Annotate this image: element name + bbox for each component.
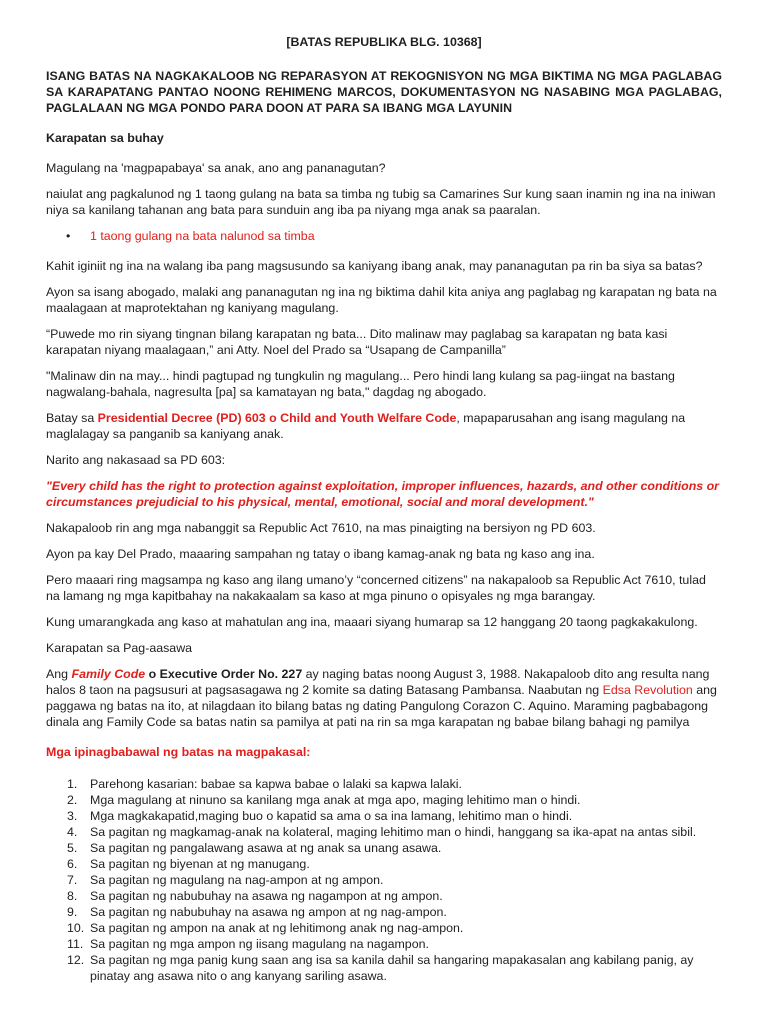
paragraph: "Malinaw din na may... hindi pagtupad ng tungkulin ng magulang... Pero hindi lang kulang sa pag-iingat na bastang nagwalang-bahala, nagresulta [pa] sa kamatayan ng bata," dagdag ng abogado. <box>46 369 675 399</box>
document-title: [BATAS REPUBLIKA BLG. 10368] <box>286 35 482 49</box>
prohibited-marriages-heading: Mga ipinagbabawal ng batas na magpakasal: <box>46 745 311 759</box>
prohibited-marriages-list <box>46 776 722 984</box>
list-item <box>67 904 722 920</box>
list-number: 12. <box>67 953 85 967</box>
bullet-list <box>46 228 722 244</box>
list-number: 3. <box>67 809 78 823</box>
list-number: 11. <box>67 937 84 951</box>
paragraph: Magulang na 'magpapabaya' sa anak, ano ang pananagutan? <box>46 161 386 175</box>
list-text: Sa pagitan ng magkamag-anak na kolateral, maging lehitimo man o hindi, hanggang sa ika-apat na antas sibil. <box>90 825 697 839</box>
list-item <box>67 824 722 840</box>
paragraph: Nakapaloob rin ang mga nabanggit sa Republic Act 7610, na mas pinaigting na bersiyon ng PD 603. <box>46 521 596 535</box>
list-text: Parehong kasarian: babae sa kapwa babae o lalaki sa kapwa lalaki. <box>90 777 462 791</box>
text-segment: o <box>145 667 160 681</box>
paragraph-family-code <box>46 666 722 730</box>
list-text: Mga magkakapatid,maging buo o kapatid sa ama o sa ina lamang, lehitimo man o hindi. <box>90 809 573 823</box>
law-heading: ISANG BATAS NA NAGKAKALOOB NG REPARASYON AT REKOGNISYON NG MGA BIKTIMA NG MGA PAGLABAG SA KARAPATANG PANTAO NOONG REHIMENG MARCOS, DOKUMENTASYON NG NASABING MGA PAGLABAG, PAGLALAAN NG MGA PONDO PARA DOON AT PARA SA IBANG MGA LAYUNIN <box>46 69 722 115</box>
paragraph: naiulat ang pagkalunod ng 1 taong gulang na bata sa timba ng tubig sa Camarines Sur kung saan inamin ng ina na iniwan niya sa kanilang tahanan ang bata para sunduin ang iba pa niyang mga anak sa paaralan. <box>46 187 716 217</box>
list-number: 10. <box>67 921 85 935</box>
list-item <box>67 840 722 856</box>
list-text: Sa pagitan ng biyenan at ng manugang. <box>90 857 310 871</box>
list-number: 1. <box>67 777 78 791</box>
paragraph: Pero maaari ring magsampa ng kaso ang ilang umano’y “concerned citizens” na nakapaloob sa Republic Act 7610, tulad na lamang ng mga kapitbahay na nakakaalam sa kaso at mga pinuno o opisyales ng mga barangay. <box>46 573 706 603</box>
family-code-link[interactable]: Family Code <box>71 667 146 681</box>
list-text: Sa pagitan ng magulang na nag-ampon at ng ampon. <box>90 873 384 887</box>
list-text: Sa pagitan ng pangalawang asawa at ng anak sa unang asawa. <box>90 841 442 855</box>
list-text: Sa pagitan ng ampon na anak at ng lehitimong anak ng nag-ampon. <box>90 921 464 935</box>
executive-order-text: Executive Order No. 227 <box>159 667 303 681</box>
list-number: 7. <box>67 873 78 887</box>
list-text: Sa pagitan ng mga ampon ng iisang magulang na nagampon. <box>90 937 429 951</box>
list-item <box>67 856 722 872</box>
text-segment: Batay sa <box>46 411 98 425</box>
list-item <box>67 888 722 904</box>
list-text: Sa pagitan ng nabubuhay na asawa ng ampon at ng nag-ampon. <box>90 905 447 919</box>
section-heading-marriage: Karapatan sa Pag-aasawa <box>46 641 193 655</box>
paragraph: Ayon pa kay Del Prado, maaaring sampahan ng tatay o ibang kamag-anak ng bata ng kaso ang ina. <box>46 547 595 561</box>
paragraph-pd603 <box>46 410 722 442</box>
paragraph: “Puwede mo rin siyang tingnan bilang karapatan ng bata... Dito malinaw may paglabag sa karapatan ng bata kasi karapatan niyang maalagaan,” ani Atty. Noel del Prado sa “Usapang de Campanilla” <box>46 327 668 357</box>
bullet-item-link[interactable]: • 1 taong gulang na bata nalunod sa timba <box>90 228 722 244</box>
paragraph: Narito ang nakasaad sa PD 603: <box>46 453 226 467</box>
pd603-quote: "Every child has the right to protection against exploitation, improper influences, hazards, and other conditions or circumstances prejudicial to his physical, mental, emotional, social and moral development." <box>46 479 719 509</box>
text-segment: ang paggawa ng batas na ito, at nilagdaan ito bilang batas ng dating Pangulong Corazon C. Aquino. Maraming pagbabagong dinala ang Family Code sa batas natin sa pamilya at pati na rin sa mga karapatan ng babae bilang bahagi ng pamilya <box>46 683 717 729</box>
list-number: 9. <box>67 905 78 919</box>
list-item <box>67 776 722 792</box>
edsa-revolution-link[interactable]: Edsa Revolution <box>602 683 693 697</box>
list-item <box>67 808 722 824</box>
paragraph: Kung umarangkada ang kaso at mahatulan ang ina, maaari siyang humarap sa 12 hanggang 20 taong pagkakakulong. <box>46 615 698 629</box>
list-number: 8. <box>67 889 78 903</box>
list-text: Sa pagitan ng mga panig kung saan ang isa sa kanila dahil sa hangaring mapakasalan ang kabilang panig, ay pinatay ang asawa nito o ang kanyang sariling asawa. <box>90 953 694 983</box>
list-item <box>67 936 722 952</box>
paragraph: Kahit iginiit ng ina na walang iba pang magsusundo sa kaniyang ibang anak, may pananagutan pa rin ba siya sa batas? <box>46 259 703 273</box>
list-item <box>67 952 722 984</box>
text-segment: ay naging batas noong August 3, 1988. Nakapaloob dito ang resulta nang halos 8 taon na pagsusuri at pagsasagawa ng 2 komite sa dating Batasang Pambansa. Naabutan ng <box>46 667 710 697</box>
list-number: 5. <box>67 841 78 855</box>
list-number: 6. <box>67 857 78 871</box>
section-heading-right-to-life: Karapatan sa buhay <box>46 131 164 145</box>
list-text: Mga magulang at ninuno sa kanilang mga anak at mga apo, maging lehitimo man o hindi. <box>90 793 581 807</box>
list-number: 2. <box>67 793 78 807</box>
paragraph: Ayon sa isang abogado, malaki ang pananagutan ng ina ng biktima dahil kita aniya ang paglabag ng karapatan ng bata na maalagaan at maprotektahan ng kaniyang magulang. <box>46 285 717 315</box>
list-item <box>67 792 722 808</box>
text-segment: , mapaparusahan ang isang magulang na maglalagay sa panganib sa kaniyang anak. <box>46 411 686 441</box>
list-number: 4. <box>67 825 78 839</box>
list-item <box>67 920 722 936</box>
text-segment: Ang <box>46 667 72 681</box>
document-page <box>46 34 722 984</box>
list-item <box>67 872 722 888</box>
list-text: Sa pagitan ng nabubuhay na asawa ng nagampon at ng ampon. <box>90 889 443 903</box>
pd603-link[interactable]: Presidential Decree (PD) 603 o Child and Youth Welfare Code <box>97 411 457 425</box>
